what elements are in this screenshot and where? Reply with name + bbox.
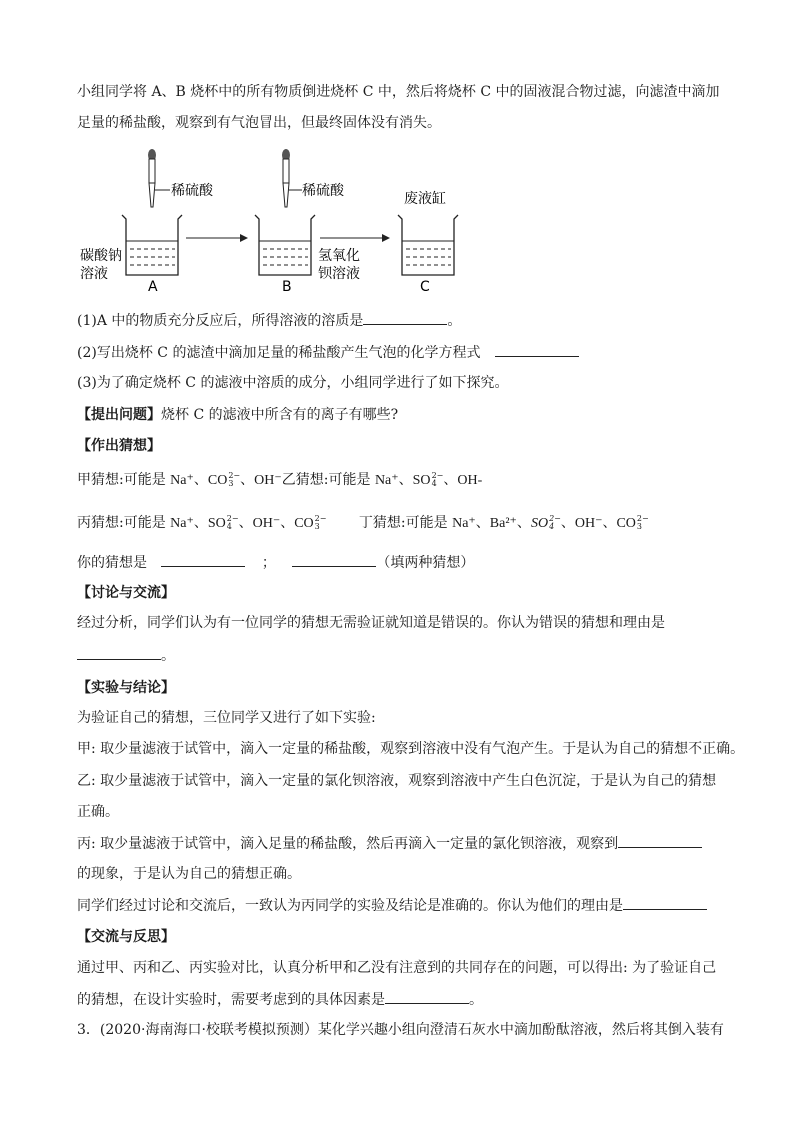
guess-bing-co3-script: 2− 3 [314, 514, 327, 531]
guess-jia-ion-1: Na⁺、CO [170, 473, 228, 488]
ask-text: 烧杯 C 的滤液中所含有的离子有哪些? [161, 407, 399, 423]
dropper-b [282, 149, 302, 207]
your-guess-separator: ； [261, 555, 276, 571]
reflect-end: 。 [469, 992, 483, 1008]
guess-ding-prefix: 丁猜想:可能是 [358, 515, 453, 531]
beaker-c-label: C [420, 279, 430, 295]
reflect-line-2 [77, 989, 483, 1010]
guess-heading: 【作出猜想】 [77, 438, 161, 454]
dropper-a-label: 稀硫酸 [171, 183, 213, 199]
guess-jia-co3-script: 2− 3 [228, 471, 241, 488]
guess-bing-prefix: 丙猜想:可能是 [77, 515, 171, 531]
arrow-b-to-c [320, 234, 390, 242]
experiment-jia: 甲: 取少量滤液于试管中，滴入一定量的稀盐酸，观察到溶液中没有气泡产生。于是认为自己的猜想不正确。 [77, 741, 745, 757]
question-1-text: (1)A 中的物质充分反应后，所得溶液的溶质是 [77, 313, 364, 329]
apparatus-diagram [0, 145, 794, 305]
guess-ding-so4-script: 2− 4 [549, 514, 561, 531]
your-guess-line [77, 552, 474, 573]
your-guess-blank-2[interactable] [292, 552, 376, 567]
guess-bing-so4-script: 2− 4 [226, 514, 239, 531]
guess-bing-ion-2: 、OH⁻、CO [238, 516, 314, 531]
ask-heading: 【提出问题】 [77, 407, 161, 423]
discuss-answer-line [77, 645, 175, 666]
beaker-a-side-1: 碳酸钠 [80, 248, 122, 264]
guess-line-2 [77, 513, 649, 534]
beaker-a [122, 215, 182, 275]
question-1-end: 。 [447, 313, 462, 329]
discuss-blank[interactable] [77, 645, 161, 660]
guess-jia-ion-2: 、OH⁻ [240, 473, 282, 488]
your-guess-label: 你的猜想是 [77, 555, 147, 571]
guess-ding-co3-script: 2− 3 [636, 514, 649, 531]
experiment-yi-1: 乙: 取少量滤液于试管中，滴入一定量的氯化钡溶液，观察到溶液中产生白色沉淀，于是认为自己的猜想 [77, 773, 717, 789]
dropper-a [148, 149, 170, 207]
question-3: (3)为了确定烧杯 C 的滤液中溶质的成分，小组同学进行了如下探究。 [77, 375, 509, 391]
guess-line-1 [77, 470, 482, 491]
question-2-text: (2)写出烧杯 C 的滤渣中滴加足量的稀盐酸产生气泡的化学方程式 [77, 345, 481, 361]
guess-yi-ion-1: Na⁺、SO [374, 473, 431, 488]
reflect-line-1: 通过甲、丙和乙、丙实验对比，认真分析甲和乙没有注意到的共同存在的问题，可以得出: 为了验证自己 [77, 960, 717, 976]
experiment-bing-blank[interactable] [618, 833, 702, 848]
ask-line [77, 405, 398, 425]
reflect-line-2-text: 的猜想，在设计实验时，需要考虑到的具体因素是 [77, 992, 385, 1008]
discuss-text: 经过分析，同学们认为有一位同学的猜想无需验证就知道是错误的。你认为错误的猜想和理由是 [77, 615, 665, 631]
beaker-b-side-2: 钡溶液 [318, 266, 360, 282]
question-2-blank[interactable] [495, 342, 579, 357]
beaker-c-top-label: 废液缸 [404, 191, 446, 207]
guess-yi-prefix: 乙猜想:可能是 [281, 472, 375, 488]
experiment-yi-2: 正确。 [77, 804, 119, 820]
beaker-b-label: B [282, 279, 292, 295]
arrow-a-to-b [186, 234, 248, 242]
intro-line-2: 足量的稀盐酸，观察到有气泡冒出，但最终固体没有消失。 [77, 115, 441, 131]
experiment-intro: 为验证自己的猜想，三位同学又进行了如下实验: [77, 710, 376, 726]
guess-bing-ion-1: Na⁺、SO [170, 516, 226, 531]
next-question: 3．(2020·海南海口·校联考模拟预测）某化学兴趣小组向澄清石灰水中滴加酚酞溶液，然后将其倒入装有 [77, 1022, 724, 1038]
intro-line-1: 小组同学将 A、B 烧杯中的所有物质倒进烧杯 C 中，然后将烧杯 C 中的固液混合物过滤，向滤渣中滴加 [77, 84, 720, 100]
beaker-b [255, 215, 315, 275]
experiment-conclusion [77, 895, 707, 916]
discuss-heading: 【讨论与交流】 [77, 585, 175, 601]
question-1 [77, 310, 461, 331]
experiment-conclusion-text: 同学们经过讨论和交流后，一致认为丙同学的实验及结论是准确的。你认为他们的理由是 [77, 898, 623, 914]
beaker-a-side-2: 溶液 [80, 266, 108, 282]
experiment-conclusion-blank[interactable] [623, 895, 707, 910]
guess-ding-ion-2: 、OH⁻、CO [560, 516, 636, 531]
your-guess-note: （填两种猜想） [376, 555, 475, 571]
question-2 [77, 342, 579, 363]
beaker-c [398, 215, 458, 275]
beaker-a-label: A [148, 279, 158, 295]
guess-yi-so4-script: 2− 4 [431, 471, 444, 488]
guess-ding-ion-1: Na⁺、Ba²⁺、 [452, 516, 531, 531]
beaker-b-side-1: 氢氧化 [318, 248, 360, 264]
guess-ding-ion-so: SO [530, 516, 549, 531]
your-guess-blank-1[interactable] [161, 552, 245, 567]
reflect-blank[interactable] [385, 989, 469, 1004]
guess-yi-ion-2: 、OH- [443, 473, 483, 488]
discuss-end: 。 [161, 648, 175, 664]
experiment-bing-1 [77, 833, 702, 854]
experiment-heading: 【实验与结论】 [77, 680, 175, 696]
experiment-bing-1-text: 丙: 取少量滤液于试管中，滴入足量的稀盐酸，然后再滴入一定量的氯化钡溶液，观察到 [77, 836, 619, 852]
question-1-blank[interactable] [363, 310, 447, 325]
dropper-b-label: 稀硫酸 [302, 183, 344, 199]
reflect-heading: 【交流与反思】 [77, 929, 175, 945]
experiment-bing-2: 的现象，于是认为自己的猜想正确。 [77, 866, 301, 882]
guess-jia-prefix: 甲猜想:可能是 [77, 472, 171, 488]
